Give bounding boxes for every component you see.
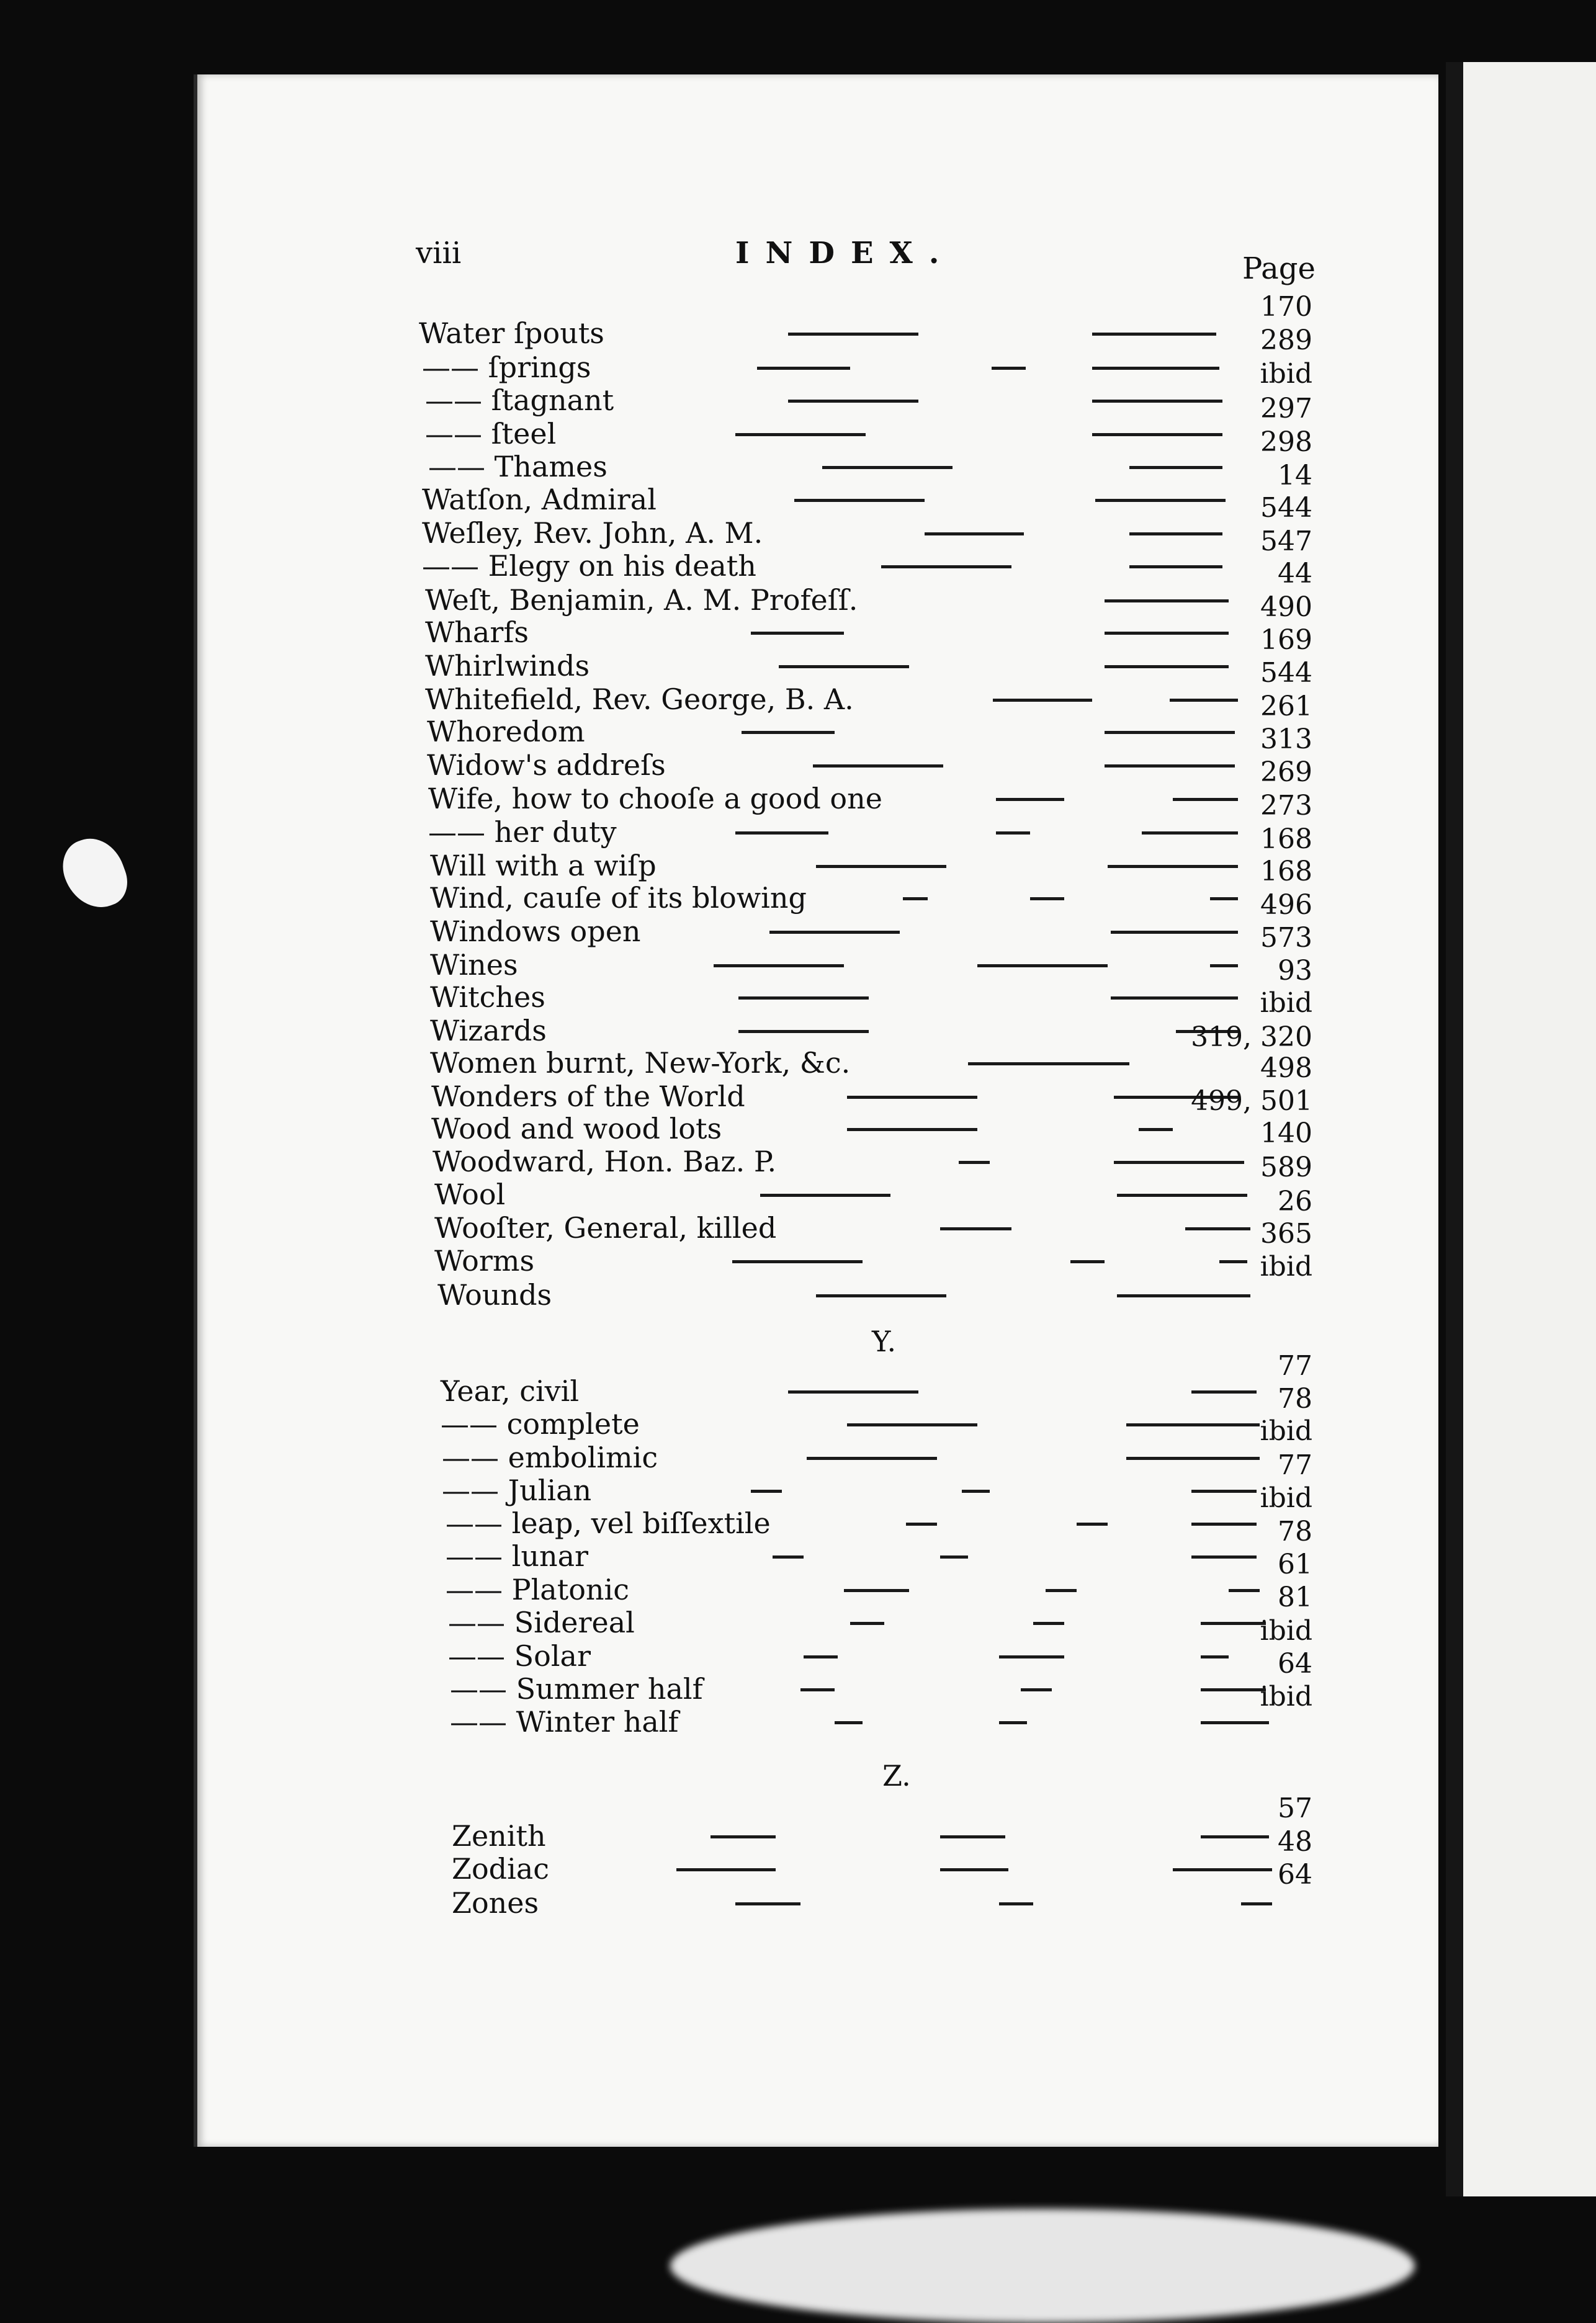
leader-dash: [1095, 499, 1226, 502]
index-entry: [0, 615, 1596, 649]
leader-dash: [996, 798, 1064, 801]
index-entry: [0, 417, 1596, 450]
entry-text: —— ſprings: [422, 351, 591, 384]
leader-dash: [993, 699, 1092, 702]
leader-dash: [835, 1721, 863, 1724]
leader-dash: [711, 1835, 776, 1838]
entry-page-number: 77: [1278, 1350, 1312, 1382]
entry-text: Witches: [430, 980, 545, 1014]
leader-dash: [813, 764, 943, 768]
leader-dash: [1092, 367, 1219, 370]
entry-page-number: 499, 501: [1191, 1085, 1312, 1117]
entry-page-number: 273: [1260, 790, 1312, 821]
entry-page-number: 319, 320: [1191, 1021, 1312, 1053]
index-entry: [0, 748, 1596, 782]
leader-dash: [1241, 1902, 1272, 1905]
index-entry: [0, 649, 1596, 683]
entry-page-number: 365: [1260, 1218, 1312, 1250]
entry-page-number: 168: [1260, 856, 1312, 887]
leader-dash: [962, 1490, 990, 1493]
entry-page-number: 496: [1260, 889, 1312, 921]
index-entry: [0, 915, 1596, 948]
index-entry: [0, 1672, 1596, 1706]
leader-dash: [1173, 798, 1238, 801]
leader-dash: [999, 1902, 1033, 1905]
index-entry: [0, 516, 1596, 550]
entry-page-number: 48: [1278, 1826, 1312, 1858]
entry-page-number: ibid: [1260, 1615, 1312, 1647]
index-entry: [0, 549, 1596, 583]
index-entry: [0, 351, 1596, 384]
entry-text: —— ſtagnant: [425, 383, 614, 417]
leader-dash: [735, 831, 828, 835]
entry-text: Wines: [430, 948, 518, 982]
leader-dash: [804, 1655, 838, 1658]
leader-dash: [773, 1555, 804, 1559]
leader-dash: [735, 433, 866, 436]
leader-dash: [816, 865, 946, 868]
leader-dash: [1111, 996, 1238, 1000]
index-entry: [0, 1014, 1596, 1047]
leader-dash: [751, 1490, 782, 1493]
leader-dash: [1033, 1622, 1064, 1625]
leader-dash: [1105, 731, 1235, 734]
leader-dash: [903, 897, 928, 900]
entry-page-number: 544: [1260, 657, 1312, 689]
leader-dash: [1170, 699, 1238, 702]
section-heading-y: Y.: [872, 1325, 897, 1358]
leader-dash: [757, 367, 850, 370]
entry-text: Zones: [452, 1886, 539, 1920]
leader-dash: [850, 1622, 884, 1625]
leader-dash: [1092, 433, 1222, 436]
entry-text: Whoredom: [427, 715, 585, 748]
leader-dash: [1077, 1523, 1108, 1526]
index-entry: [0, 1374, 1596, 1408]
leader-dash: [940, 1835, 1005, 1838]
leader-dash: [1114, 1161, 1244, 1164]
leader-dash: [769, 931, 900, 934]
entry-page-number: 490: [1260, 591, 1312, 623]
leader-dash: [925, 532, 1024, 535]
entry-text: —— leap, vel biſſextile: [446, 1506, 771, 1540]
leader-dash: [999, 1655, 1064, 1658]
entry-page-number: 81: [1278, 1582, 1312, 1613]
entry-page-number: 77: [1278, 1449, 1312, 1481]
leader-dash: [1139, 1128, 1173, 1131]
index-entry: [0, 1639, 1596, 1673]
entry-text: Weſley, Rev. John, A. M.: [422, 516, 763, 550]
entry-text: Weſt, Benjamin, A. M. Profeſſ.: [425, 583, 858, 617]
entry-text: Wizards: [430, 1014, 547, 1047]
entry-text: —— Winter half: [450, 1705, 679, 1739]
entry-text: —— Elegy on his death: [422, 549, 756, 583]
leader-dash: [1201, 1655, 1229, 1658]
leader-dash: [794, 499, 925, 502]
leader-dash: [1105, 764, 1235, 768]
entry-page-number: 498: [1260, 1052, 1312, 1084]
leader-dash: [959, 1161, 990, 1164]
leader-dash: [788, 333, 918, 336]
entry-text: Whirlwinds: [425, 649, 590, 683]
leader-dash: [1142, 831, 1238, 835]
index-entry: [0, 1539, 1596, 1573]
index-entry: [0, 849, 1596, 882]
index-entry: [0, 316, 1596, 350]
entry-text: —— Platonic: [446, 1573, 629, 1606]
index-entry: [0, 383, 1596, 417]
index-entry: [0, 1407, 1596, 1441]
entry-page-number: ibid: [1260, 1415, 1312, 1447]
entry-text: Zodiac: [452, 1852, 550, 1886]
index-entry: [0, 948, 1596, 982]
entry-text: —— Julian: [442, 1474, 592, 1507]
index-entry: [0, 1886, 1596, 1920]
entry-text: —— lunar: [446, 1539, 588, 1573]
index-entry: [0, 1080, 1596, 1113]
leader-dash: [732, 1260, 863, 1263]
leader-dash: [1021, 1688, 1052, 1691]
entry-page-number: 64: [1278, 1648, 1312, 1680]
entry-text: —— Summer half: [450, 1672, 703, 1706]
entry-text: Wounds: [437, 1278, 552, 1312]
leader-dash: [940, 1868, 1008, 1871]
leader-dash: [906, 1523, 937, 1526]
leader-dash: [676, 1868, 776, 1871]
leader-dash: [1129, 565, 1222, 568]
index-entry: [0, 1112, 1596, 1145]
entry-page-number: 589: [1260, 1152, 1312, 1183]
entry-text: —— Thames: [428, 450, 607, 483]
leader-dash: [738, 1030, 869, 1033]
leader-dash: [1126, 1457, 1260, 1460]
index-entry: [0, 1506, 1596, 1540]
leader-dash: [807, 1457, 937, 1460]
leader-dash: [1210, 964, 1238, 967]
entry-text: —— Sidereal: [448, 1606, 635, 1639]
entry-page-number: 57: [1278, 1793, 1312, 1824]
entry-text: Worms: [434, 1244, 535, 1278]
entry-page-number: 93: [1278, 955, 1312, 987]
entry-page-number: 573: [1260, 922, 1312, 954]
entry-page-number: 297: [1260, 393, 1312, 424]
leader-dash: [1117, 1194, 1247, 1197]
entry-page-number: 170: [1260, 291, 1312, 323]
entry-text: Water ſpouts: [419, 316, 604, 350]
entry-page-number: 169: [1260, 624, 1312, 656]
leader-dash: [1210, 897, 1238, 900]
entry-text: Year, civil: [441, 1374, 580, 1408]
entry-text: —— embolimic: [442, 1441, 658, 1474]
leader-dash: [1191, 1390, 1257, 1394]
entry-page-number: 298: [1260, 426, 1312, 458]
index-entry: [0, 1145, 1596, 1178]
leader-dash: [735, 1902, 800, 1905]
entry-text: —— Solar: [448, 1639, 591, 1673]
leader-dash: [1070, 1260, 1105, 1263]
leader-dash: [822, 466, 953, 469]
leader-dash: [760, 1194, 890, 1197]
entry-page-number: 78: [1278, 1516, 1312, 1547]
leader-dash: [1129, 532, 1222, 535]
leader-dash: [847, 1096, 977, 1099]
leader-dash: [1191, 1523, 1257, 1526]
entry-page-number: 168: [1260, 823, 1312, 855]
leader-dash: [1191, 1555, 1257, 1559]
entry-page-number: 26: [1278, 1186, 1312, 1217]
section-heading-z: Z.: [882, 1759, 911, 1793]
index-entry: [0, 715, 1596, 748]
entry-page-number: 140: [1260, 1117, 1312, 1149]
leader-dash: [1030, 897, 1064, 900]
entry-text: Wife, how to chooſe a good one: [428, 782, 882, 815]
entry-page-number: 547: [1260, 526, 1312, 557]
index-entry: [0, 483, 1596, 516]
entry-page-number: 14: [1278, 460, 1312, 491]
entry-text: Wonders of the World: [431, 1080, 745, 1113]
entry-text: Zenith: [452, 1819, 546, 1853]
leader-dash: [1111, 931, 1238, 934]
entry-text: Watſon, Admiral: [422, 483, 657, 516]
leader-dash: [1105, 632, 1229, 635]
entry-text: Wind, cauſe of its blowing: [430, 881, 807, 915]
index-entry: [0, 1046, 1596, 1080]
index-entry: [0, 881, 1596, 915]
entry-page-number: ibid: [1260, 358, 1312, 390]
leader-dash: [738, 996, 869, 1000]
leader-dash: [1126, 1423, 1260, 1426]
index-entry: [0, 1573, 1596, 1606]
leader-dash: [999, 1062, 1129, 1065]
index-entry: [0, 1441, 1596, 1474]
entry-text: Wood and wood lots: [431, 1112, 722, 1145]
leader-dash: [1185, 1227, 1250, 1230]
leader-dash: [1219, 1260, 1247, 1263]
index-entry: [0, 583, 1596, 617]
index-entry: [0, 1278, 1596, 1312]
entry-page-number: ibid: [1260, 1482, 1312, 1514]
entry-text: —— her duty: [428, 815, 617, 849]
leader-dash: [881, 565, 1011, 568]
entry-page-number: 61: [1278, 1549, 1312, 1580]
leader-dash: [1105, 665, 1229, 668]
index-entry: [0, 782, 1596, 815]
entry-page-number: 269: [1260, 756, 1312, 788]
index-entry: [0, 1244, 1596, 1278]
leader-dash: [751, 632, 844, 635]
leader-dash: [1092, 333, 1216, 336]
entry-page-number: ibid: [1260, 987, 1312, 1019]
leader-dash: [714, 964, 844, 967]
entry-page-number: 261: [1260, 691, 1312, 722]
entry-text: —— ſteel: [425, 417, 557, 450]
leader-dash: [1201, 1721, 1269, 1724]
leader-dash: [1191, 1490, 1257, 1493]
entry-page-number: 44: [1278, 558, 1312, 589]
leader-dash: [742, 731, 835, 734]
entry-text: Will with a wiſp: [430, 849, 657, 882]
index-entry: [0, 450, 1596, 483]
index-entry: [0, 1852, 1596, 1886]
index-entry: [0, 1819, 1596, 1853]
leader-dash: [940, 1555, 968, 1559]
leader-dash: [788, 1390, 918, 1394]
leader-dash: [1129, 466, 1222, 469]
entry-text: Windows open: [430, 915, 641, 948]
index-entry: [0, 1474, 1596, 1507]
leader-dash: [844, 1589, 909, 1592]
entry-page-number: 313: [1260, 723, 1312, 755]
entry-text: —— complete: [441, 1407, 640, 1441]
entry-page-number: ibid: [1260, 1681, 1312, 1712]
entry-page-number: 78: [1278, 1383, 1312, 1415]
leader-dash: [779, 665, 909, 668]
index-entry: [0, 1606, 1596, 1639]
entry-text: Wooſter, General, killed: [434, 1211, 777, 1245]
entry-text: Woodward, Hon. Baz. P.: [433, 1145, 777, 1178]
leader-dash: [940, 1227, 1011, 1230]
entry-page-number: 289: [1260, 325, 1312, 356]
entry-page-number: 64: [1278, 1859, 1312, 1891]
leader-dash: [816, 1294, 946, 1297]
entry-text: Widow's addreſs: [427, 748, 666, 782]
leader-dash: [992, 367, 1026, 370]
page-column-heading: Page: [1242, 251, 1316, 286]
leader-dash: [1108, 865, 1238, 868]
leader-dash: [999, 1721, 1027, 1724]
index-entry: [0, 1211, 1596, 1245]
entry-text: Wool: [434, 1178, 506, 1211]
index-entry: [0, 1178, 1596, 1211]
leader-dash: [788, 400, 918, 403]
leader-dash: [847, 1128, 977, 1131]
index-entry: [0, 683, 1596, 716]
index-entry: [0, 815, 1596, 849]
leader-dash: [1105, 599, 1229, 602]
leader-dash: [1046, 1589, 1077, 1592]
leader-dash: [1092, 400, 1222, 403]
entry-page-number: 544: [1260, 492, 1312, 524]
entry-text: Whitefield, Rev. George, B. A.: [425, 683, 854, 716]
leader-dash: [847, 1423, 977, 1426]
folio-number: viii: [416, 236, 462, 271]
page-title: INDEX.: [735, 236, 956, 271]
entry-page-number: ibid: [1260, 1251, 1312, 1282]
leader-dash: [996, 831, 1030, 835]
entry-text: Wharfs: [425, 615, 529, 649]
leader-dash: [977, 964, 1108, 967]
index-entry: [0, 980, 1596, 1014]
entry-text: Women burnt, New-York, &c.: [430, 1046, 851, 1080]
index-entry: [0, 1705, 1596, 1739]
leader-dash: [800, 1688, 835, 1691]
leader-dash: [1117, 1294, 1250, 1297]
